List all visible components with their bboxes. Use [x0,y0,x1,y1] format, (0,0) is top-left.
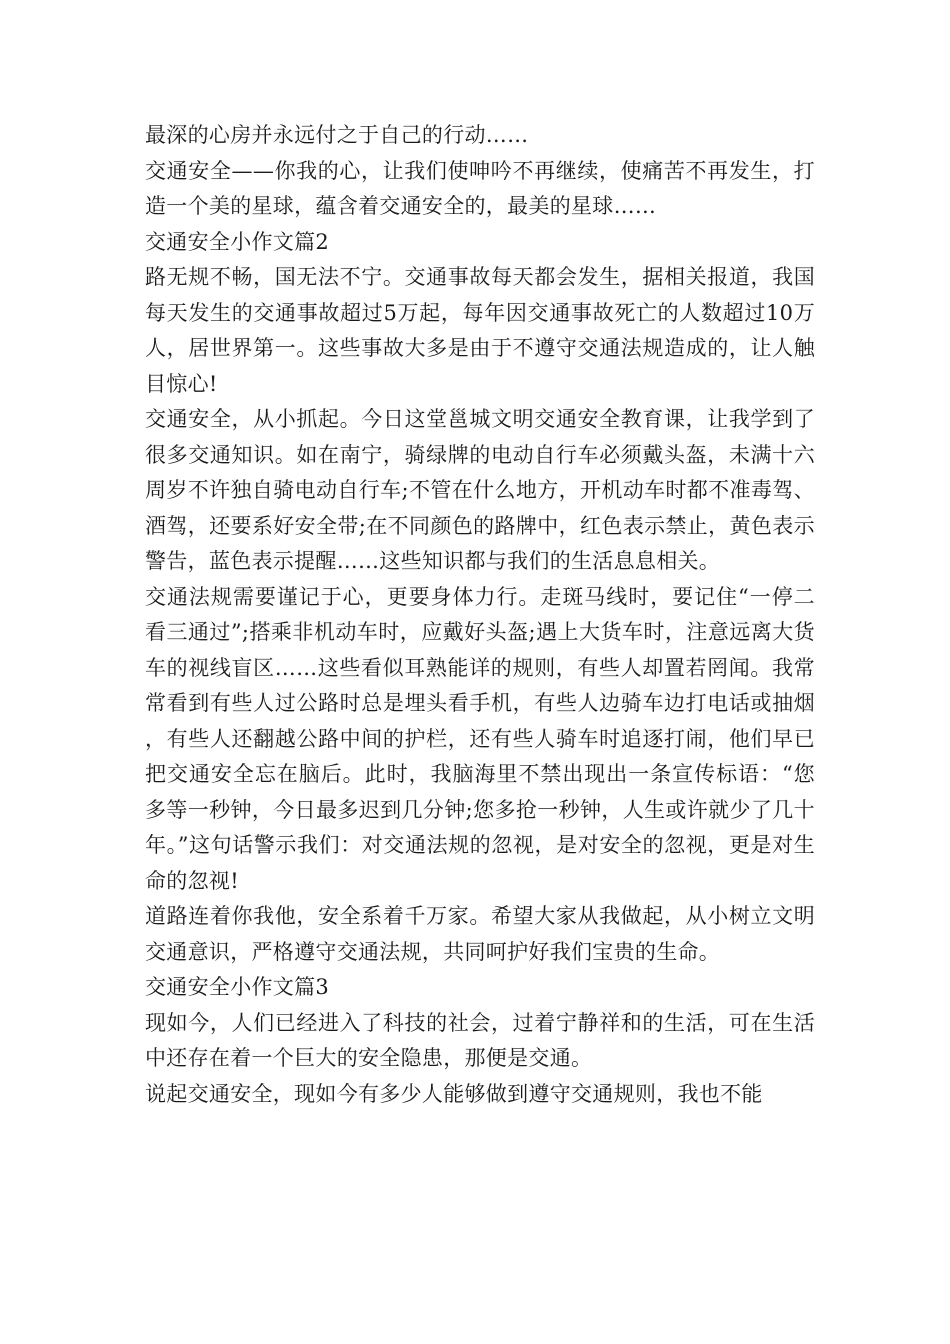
paragraph: 交通安全——你我的心，让我们使呻吟不再继续，使痛苦不再发生，打造一个美的星球，蕴含着交通安全的，最美的星球…… [145,158,815,218]
paragraph: 交通法规需要谨记于心，更要身体力行。走斑马线时，要记住“一停二看三通过”;搭乘非机动车时，应戴好头盔;遇上大货车时，注意远离大货车的视线盲区……这些看似耳熟能详的规则，有些人却置若罔闻。我常常看到有些人过公路时总是埋头看手机，有些人边骑车边打电话或抽烟，有些人还翻越公路中间的护栏，还有些人骑车时追逐打闹，他们早已把交通安全忘在脑后。此时，我脑海里不禁出现出一条宣传标语：“您多等一秒钟，今日最多迟到几分钟;您多抢一秒钟，人生或许就少了几十年。”这句话警示我们：对交通法规的忽视，是对安全的忽视，更是对生命的忽视! [145,584,815,893]
section-heading: 交通安全小作文篇2 [145,229,330,254]
paragraph: 交通安全，从小抓起。今日这堂邕城文明交通安全教育课，让我学到了很多交通知识。如在南宁，骑绿牌的电动自行车必须戴头盔，未满十六周岁不许独自骑电动自行车;不管在什么地方，开机动车时都不准毒驾、酒驾，还要系好安全带;在不同颜色的路牌中，红色表示禁止，黄色表示警告，蓝色表示提醒……这些知识都与我们的生活息息相关。 [145,407,815,573]
paragraph: 现如今，人们已经进入了科技的社会，过着宁静祥和的生活，可在生活中还存在着一个巨大的安全隐患，那便是交通。 [145,1010,815,1070]
paragraph: 路无规不畅，国无法不宁。交通事故每天都会发生，据相关报道，我国每天发生的交通事故超过5万起，每年因交通事故死亡的人数超过10万人，居世界第一。这些事故大多是由于不遵守交通法规造成的，让人触目惊心! [145,265,815,396]
paragraph: 道路连着你我他，安全系着千万家。希望大家从我做起，从小树立文明交通意识，严格遵守交通法规，共同呵护好我们宝贵的生命。 [145,904,815,964]
paragraph: 说起交通安全，现如今有多少人能够做到遵守交通规则，我也不能 [145,1081,763,1106]
document-body [145,118,815,1112]
section-heading: 交通安全小作文篇3 [145,975,330,999]
paragraph: 最深的心房并永远付之于自己的行动…… [145,123,529,147]
